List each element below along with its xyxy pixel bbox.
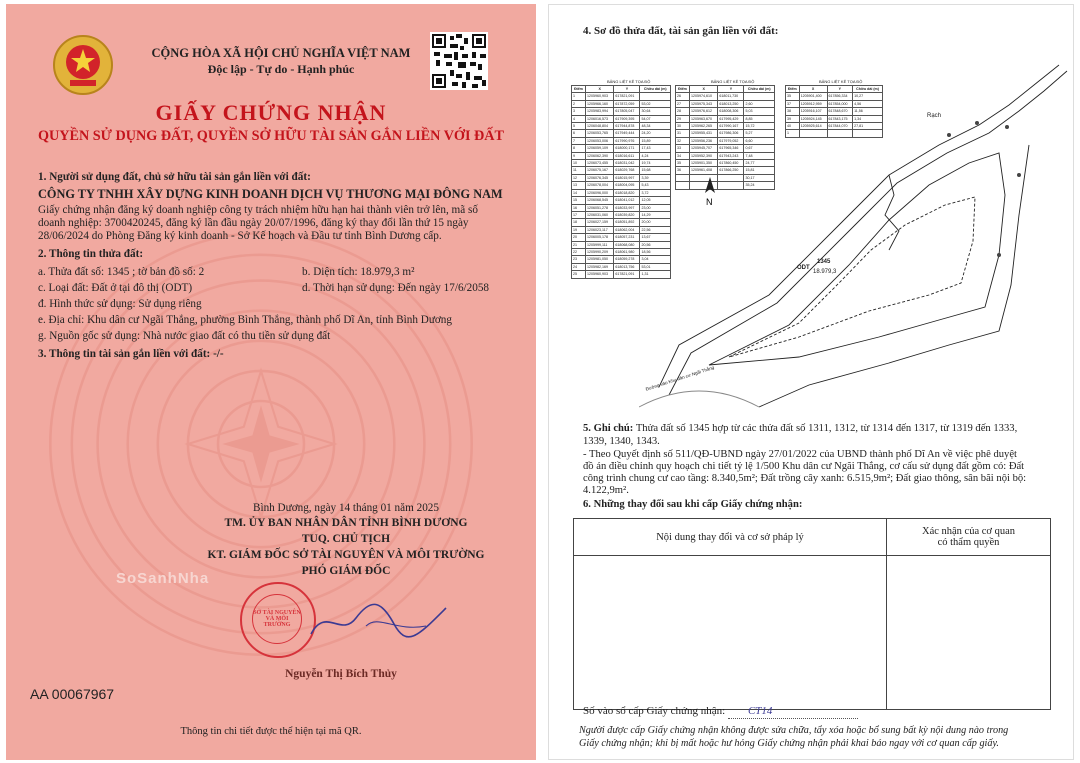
coord-cell: 39 — [786, 115, 800, 122]
usage-origin: g. Nguồn gốc sử dụng: Nhà nước giao đất có thu tiền sử dụng đất — [38, 330, 331, 342]
coord-cell: 23,00 — [640, 204, 671, 211]
coord-cell: 617805,047 — [614, 108, 640, 115]
coord-cell: 618013,756 — [614, 263, 640, 270]
coord-cell: 30,17 — [744, 174, 775, 181]
footnote-1: Người được cấp Giấy chứng nhận không được sửa chữa, tẩy xóa hoặc bổ sung bất kỳ nội dung nào trong — [579, 725, 1009, 736]
coord-cell: 1205925,614 — [799, 123, 827, 130]
certificate-front-page — [6, 4, 536, 760]
coord-cell: 617909,395 — [614, 115, 640, 122]
coord-header-cell: Y — [718, 86, 744, 93]
coord-cell: 618031,042 — [614, 160, 640, 167]
coord-cell: 618062,004 — [614, 226, 640, 233]
coord-cell: 15,68 — [640, 167, 671, 174]
coord-header-cell: Chiều dài (m) — [853, 86, 883, 93]
coord-cell: 7 — [572, 137, 586, 144]
svg-text:N: N — [706, 197, 713, 207]
registry-row — [583, 705, 858, 719]
coord-cell: 22 — [572, 248, 586, 255]
coord-cell: 1205961,408 — [689, 167, 717, 174]
coord-cell: 1206048,804 — [585, 123, 613, 130]
signing-department: KT. GIÁM ĐỐC SỞ TÀI NGUYÊN VÀ MÔI TRƯỜNG — [207, 549, 485, 561]
coord-cell: 1205981,050 — [585, 256, 613, 263]
coord-cell: 33 — [676, 145, 690, 152]
coord-table-title-2: BẢNG LIỆT KÊ TỌA ĐỘ — [711, 79, 755, 84]
coord-cell: 36 — [676, 167, 690, 174]
section-5-heading: 5. Ghi chú: — [583, 423, 634, 434]
coord-cell: 4,24 — [640, 152, 671, 159]
coord-cell: 1206062,390 — [585, 152, 613, 159]
coord-cell: 617872,059 — [614, 100, 640, 107]
coord-cell: 38 — [786, 108, 800, 115]
coord-cell: 23 — [572, 256, 586, 263]
coord-cell: 5,43 — [640, 182, 671, 189]
coord-cell: 618015,997 — [614, 174, 640, 181]
coord-cell: 17,43 — [640, 145, 671, 152]
owner-desc-1: Giấy chứng nhận đăng ký doanh nghiệp công ty trách nhiệm hữu hạn hai thành viên trở lên, mã số — [38, 204, 478, 216]
coord-cell: 17 — [572, 211, 586, 218]
coord-cell: 618068,080 — [614, 241, 640, 248]
owner-desc-2: doanh nghiệp: 3700420245, đăng ký lần đầu ngày 20/07/1996, đăng ký thay đổi lần thứ 15 ngày — [38, 217, 469, 229]
coord-cell: 617856,334 — [827, 93, 853, 100]
national-motto: Độc lập - Tự do - Hạnh phúc — [207, 62, 355, 76]
coord-cell: 4,56 — [853, 100, 883, 107]
signing-title: PHÓ GIÁM ĐỐC — [301, 565, 391, 577]
coord-cell: 617979,052 — [718, 137, 744, 144]
coord-cell: 1 — [786, 130, 800, 137]
coord-cell: 618051,892 — [614, 219, 640, 226]
coord-cell: 1206053,765 — [585, 130, 613, 137]
coord-cell: 1,31 — [640, 271, 671, 278]
coord-cell: 35 — [676, 160, 690, 167]
coord-cell: 1205960,903 — [585, 93, 613, 100]
coord-cell: 1205966,160 — [585, 100, 613, 107]
coord-cell: 617944,878 — [614, 123, 640, 130]
coord-cell: 1205924,145 — [799, 115, 827, 122]
coord-header-cell: Điểm — [572, 86, 586, 93]
serial-number: AA 00067967 — [30, 686, 115, 702]
coord-cell: 1206075,167 — [585, 167, 613, 174]
coord-header-cell: Chiều dài (m) — [744, 86, 775, 93]
coord-cell: 617990,167 — [718, 123, 744, 130]
coord-header-cell: Chiều dài (m) — [640, 86, 671, 93]
coord-cell: 617986,306 — [718, 130, 744, 137]
coord-cell: 28 — [676, 108, 690, 115]
coord-cell: 27 — [676, 100, 690, 107]
footnote-2: Giấy chứng nhận; khi bị mất hoặc hư hỏng Giấy chứng nhận phải khai báo ngay với cơ quan cấp giấy. — [579, 738, 999, 749]
coord-cell: 2,60 — [744, 100, 775, 107]
coord-cell: 22,56 — [640, 226, 671, 233]
coord-cell: 617949,444 — [614, 130, 640, 137]
coord-cell: 1205975,343 — [689, 100, 717, 107]
coord-header-cell: Y — [827, 86, 853, 93]
usage-form: đ. Hình thức sử dụng: Sử dụng riêng — [38, 298, 202, 310]
signing-date: Bình Dương, ngày 14 tháng 01 năm 2025 — [253, 502, 439, 514]
coord-cell: 7,48 — [744, 152, 775, 159]
coord-cell: 1206005,178 — [585, 234, 613, 241]
coord-cell: 618018,820 — [614, 189, 640, 196]
section-3-heading: 3. Thông tin tài sản gắn liền với đất: -/- — [38, 348, 224, 360]
coord-cell: 2 — [572, 100, 586, 107]
coord-cell: 617866,250 — [718, 167, 744, 174]
coord-cell: 9 — [572, 152, 586, 159]
map-parcel-label: ODT — [797, 265, 810, 271]
coord-cell: 20,00 — [640, 219, 671, 226]
map-parcel-number: 1345 — [817, 259, 831, 265]
changes-col-confirmation — [887, 519, 1051, 556]
coord-cell: 1206059,109 — [585, 145, 613, 152]
coord-cell: 1205982,169 — [585, 263, 613, 270]
coord-cell: 617848,670 — [827, 108, 853, 115]
coord-header-cell: X — [585, 86, 613, 93]
coord-cell: 18,56 — [640, 248, 671, 255]
coord-cell: 1205990,209 — [585, 248, 613, 255]
coord-cell: 618008,306 — [718, 108, 744, 115]
signing-delegation: TUQ. CHỦ TỊCH — [301, 533, 391, 545]
note-line-3: - Theo Quyết định số 511/QĐ-UBND ngày 27/01/2022 của UBND thành phố Dĩ An về việc phê duyệt — [583, 449, 1017, 460]
coord-cell: 1,34 — [853, 115, 883, 122]
coord-cell: 1205983,994 — [585, 108, 613, 115]
coord-cell: 0,67 — [744, 145, 775, 152]
owner-desc-3: 28/06/2024 do Phòng Đăng ký kinh doanh - Sở Kế hoạch và Đầu tư tỉnh Bình Dương cấp. — [38, 230, 442, 242]
coord-cell: 618029,768 — [614, 167, 640, 174]
national-emblem — [52, 34, 114, 96]
section-2-heading: 2. Thông tin thửa đất: — [38, 248, 144, 260]
certificate-subtitle: QUYỀN SỬ DỤNG ĐẤT, QUYỀN SỞ HỮU TÀI SẢN GẮN LIỀN VỚI ĐẤT — [37, 128, 504, 144]
coord-cell: 10,27 — [853, 93, 883, 100]
coord-cell: 26 — [676, 93, 690, 100]
certificate-back-page — [548, 4, 1074, 760]
coord-cell: 29 — [676, 115, 690, 122]
coord-cell: 1206023,117 — [585, 226, 613, 233]
coord-cell: 27,81 — [853, 123, 883, 130]
coord-cell: 15 — [572, 197, 586, 204]
coord-header-cell: Điểm — [676, 86, 690, 93]
coord-cell: 1205916,107 — [799, 108, 827, 115]
coord-cell: 618061,980 — [614, 248, 640, 255]
signing-authority: TM. ỦY BAN NHÂN DÂN TỈNH BÌNH DƯƠNG — [224, 517, 468, 529]
coord-cell: 40 — [786, 123, 800, 130]
coord-cell: 618059,278 — [614, 256, 640, 263]
coord-cell: 5,27 — [744, 130, 775, 137]
parcel-map — [639, 45, 1074, 417]
country-name: CỘNG HÒA XÃ HỘI CHỦ NGHĨA VIỆT NAM — [151, 46, 411, 60]
parcel-number: a. Thửa đất số: 1345 ; tờ bản đồ số: 2 — [38, 266, 205, 278]
coord-cell: 5,03 — [744, 108, 775, 115]
coord-cell: 15,72 — [744, 123, 775, 130]
coord-cell: 53,02 — [640, 100, 671, 107]
coord-cell: 1205960,903 — [585, 271, 613, 278]
coord-cell: 37 — [786, 100, 800, 107]
coord-cell: 618057,231 — [614, 234, 640, 241]
note-line-5: công trình chung cư cao tầng: 8.340,5m²; Đất trồng cây xanh: 6.515,9m²; Đất giao thông, sân bãi nội bộ: — [583, 473, 1027, 484]
coord-cell: 1205955,431 — [689, 130, 717, 137]
note-line-6: 4.122,9m². — [583, 485, 629, 496]
signature — [306, 596, 456, 646]
coord-cell: 1206096,000 — [585, 189, 613, 196]
section-1-heading: 1. Người sử dụng đất, chủ sở hữu tài sản gắn liền với đất: — [38, 171, 311, 183]
coord-cell: 618033,997 — [614, 204, 640, 211]
coord-cell: 1205974,610 — [689, 93, 717, 100]
coord-cell: 1206078,004 — [585, 182, 613, 189]
owner-name: CÔNG TY TNHH XÂY DỰNG KINH DOANH DỊCH VỤ THƯƠNG MẠI ĐÔNG NAM — [38, 187, 503, 201]
map-road-label: Đường vào Khu dân cư Ngãi Thắng — [645, 364, 715, 392]
coord-cell: 1205901,400 — [799, 93, 827, 100]
qr-note: Thông tin chi tiết được thể hiện tại mã QR. — [180, 726, 362, 737]
coord-cell: 30 — [676, 123, 690, 130]
changes-content-cell — [574, 556, 887, 710]
coord-cell: 8 — [572, 145, 586, 152]
note-line-1: Thửa đất số 1345 hợp từ các thửa đất số 1311, 1312, từ 1314 đến 1317, từ 1319 đến 1333, — [635, 423, 1018, 434]
coord-cell: 11 — [572, 167, 586, 174]
coord-cell: 1206051,278 — [585, 204, 613, 211]
coord-cell: 25 — [572, 271, 586, 278]
coord-cell: 35 — [786, 93, 800, 100]
coord-cell: 1206076,345 — [585, 174, 613, 181]
coord-cell: 617860,450 — [718, 160, 744, 167]
coord-cell: 617821,091 — [614, 93, 640, 100]
coord-cell: 618041,012 — [614, 197, 640, 204]
stamp-text: SỞ TÀI NGUYÊN VÀ MÔI TRƯỜNG — [252, 594, 302, 644]
coord-header-cell: X — [689, 86, 717, 93]
land-type: c. Loại đất: Đất ở tại đô thị (ODT) — [38, 282, 193, 294]
map-parcel-area: 18.979,3 — [813, 269, 837, 275]
coord-cell: 1206073,455 — [585, 160, 613, 167]
coord-cell: 24,20 — [640, 130, 671, 137]
coord-cell: 35,24 — [744, 182, 775, 189]
section-5-line-1 — [583, 423, 1017, 436]
coord-cell: 12,05 — [640, 197, 671, 204]
coord-cell: 1205976,612 — [689, 108, 717, 115]
coord-cell: 1206053,006 — [585, 137, 613, 144]
coord-cell: 617995,429 — [718, 115, 744, 122]
confirmation-header-2: có thẩm quyền — [937, 537, 1000, 548]
watermark: SoSanhNha — [116, 570, 210, 587]
coord-cell: 618011,730 — [718, 93, 744, 100]
coord-cell: 11,56 — [853, 108, 883, 115]
parcel-area: b. Diện tích: 18.979,3 m² — [302, 266, 415, 278]
coord-cell: 19,74 — [640, 160, 671, 167]
coord-cell: 32 — [676, 137, 690, 144]
coord-cell: 31 — [676, 130, 690, 137]
coord-cell: 1205901,350 — [689, 160, 717, 167]
coord-cell: 1206027,159 — [585, 219, 613, 226]
coord-cell: 14 — [572, 189, 586, 196]
coord-cell: 617844,070 — [827, 123, 853, 130]
coord-cell: 1205956,236 — [689, 137, 717, 144]
coord-cell: 4 — [572, 115, 586, 122]
coord-cell: 13,67 — [640, 234, 671, 241]
coord-cell: 20 — [572, 234, 586, 241]
coord-cell: 6,60 — [744, 137, 775, 144]
coord-cell: 617843,175 — [827, 115, 853, 122]
coord-cell: 3,04 — [640, 256, 671, 263]
coord-cell: 53,01 — [640, 263, 671, 270]
coord-cell: 19 — [572, 226, 586, 233]
coord-cell: 6 — [572, 130, 586, 137]
coord-cell: 1206031,060 — [585, 211, 613, 218]
coord-cell: 1206068,545 — [585, 197, 613, 204]
coord-cell: 30,64 — [640, 108, 671, 115]
coord-header-cell: Y — [614, 86, 640, 93]
coord-cell: 16 — [572, 204, 586, 211]
registry-label: Số vào sổ cấp Giấy chứng nhận: — [583, 705, 726, 717]
note-line-2: 1339, 1340, 1343. — [583, 436, 660, 447]
coord-cell: 15,89 — [640, 137, 671, 144]
changes-col-content: Nội dung thay đổi và cơ sở pháp lý — [574, 519, 887, 556]
coord-cell: 618013,250 — [718, 100, 744, 107]
changes-confirmation-cell — [887, 556, 1051, 710]
coord-cell: 13 — [572, 182, 586, 189]
coord-cell: 617854,000 — [827, 100, 853, 107]
coord-cell: 1205999,111 — [585, 241, 613, 248]
coord-cell: 3 — [572, 108, 586, 115]
coord-cell: 1205945,707 — [689, 145, 717, 152]
coord-header-cell: Điểm — [786, 86, 800, 93]
coord-cell: 14,29 — [640, 211, 671, 218]
coord-cell: 34 — [676, 152, 690, 159]
coord-cell: 1206016,573 — [585, 115, 613, 122]
coord-cell: 1205962,265 — [689, 123, 717, 130]
coord-cell: 618039,820 — [614, 211, 640, 218]
signer-name: Nguyễn Thị Bích Thủy — [285, 668, 397, 680]
coord-cell: 1205963,670 — [689, 115, 717, 122]
coord-cell: 1205912,959 — [799, 100, 827, 107]
confirmation-header-1: Xác nhận của cơ quan — [921, 526, 1015, 537]
official-stamp — [240, 582, 316, 658]
usage-term: d. Thời hạn sử dụng: Đến ngày 17/6/2058 — [302, 282, 490, 294]
coord-cell: 8,85 — [744, 115, 775, 122]
coord-cell: 24,77 — [744, 160, 775, 167]
certificate-title: GIẤY CHỨNG NHẬN — [155, 100, 387, 125]
coord-cell: 3,39 — [640, 174, 671, 181]
changes-table — [573, 518, 1051, 710]
coord-cell: 20,56 — [640, 241, 671, 248]
coord-cell: 48,34 — [640, 123, 671, 130]
coord-cell: 618004,095 — [614, 182, 640, 189]
coord-cell: 617990,976 — [614, 137, 640, 144]
coord-header-cell: X — [799, 86, 827, 93]
coord-cell: 617821,091 — [614, 271, 640, 278]
coord-cell: 54,07 — [640, 115, 671, 122]
note-line-4: đồ án điều chỉnh quy hoạch chi tiết tỷ lệ 1/500 Khu dân cư Ngãi Thắng, cơ cấu sử dụng đất gồm có: Đất — [583, 461, 1025, 472]
parcel-address: e. Địa chỉ: Khu dân cư Ngãi Thắng, phường Bình Thắng, thành phố Dĩ An, tỉnh Bình Dương — [38, 314, 452, 326]
coord-cell: 21 — [572, 241, 586, 248]
coord-table-title-1: BẢNG LIỆT KÊ TỌA ĐỘ — [607, 79, 651, 84]
section-6-heading: 6. Những thay đổi sau khi cấp Giấy chứng nhận: — [583, 499, 803, 510]
map-rach-label: Rạch — [927, 113, 942, 119]
coord-cell: 3,72 — [640, 189, 671, 196]
coord-cell: 12 — [572, 174, 586, 181]
coord-cell: 1205952,390 — [689, 152, 717, 159]
coord-cell: 618000,171 — [614, 145, 640, 152]
coord-cell: 618016,611 — [614, 152, 640, 159]
coord-cell: 10 — [572, 160, 586, 167]
coord-cell: 15,81 — [744, 167, 775, 174]
coord-cell: 5 — [572, 123, 586, 130]
coord-cell: 617965,346 — [718, 145, 744, 152]
coord-table-title-3: BẢNG LIỆT KÊ TỌA ĐỘ — [819, 79, 863, 84]
section-4-heading: 4. Sơ đồ thửa đất, tài sản gắn liền với đất: — [583, 25, 779, 37]
coord-cell: 24 — [572, 263, 586, 270]
coord-cell: 1 — [572, 93, 586, 100]
qr-code[interactable] — [430, 32, 488, 90]
coord-cell: 18 — [572, 219, 586, 226]
north-arrow-icon — [699, 175, 721, 209]
coord-cell: 617943,243 — [718, 152, 744, 159]
registry-value: CT14 — [728, 705, 858, 719]
